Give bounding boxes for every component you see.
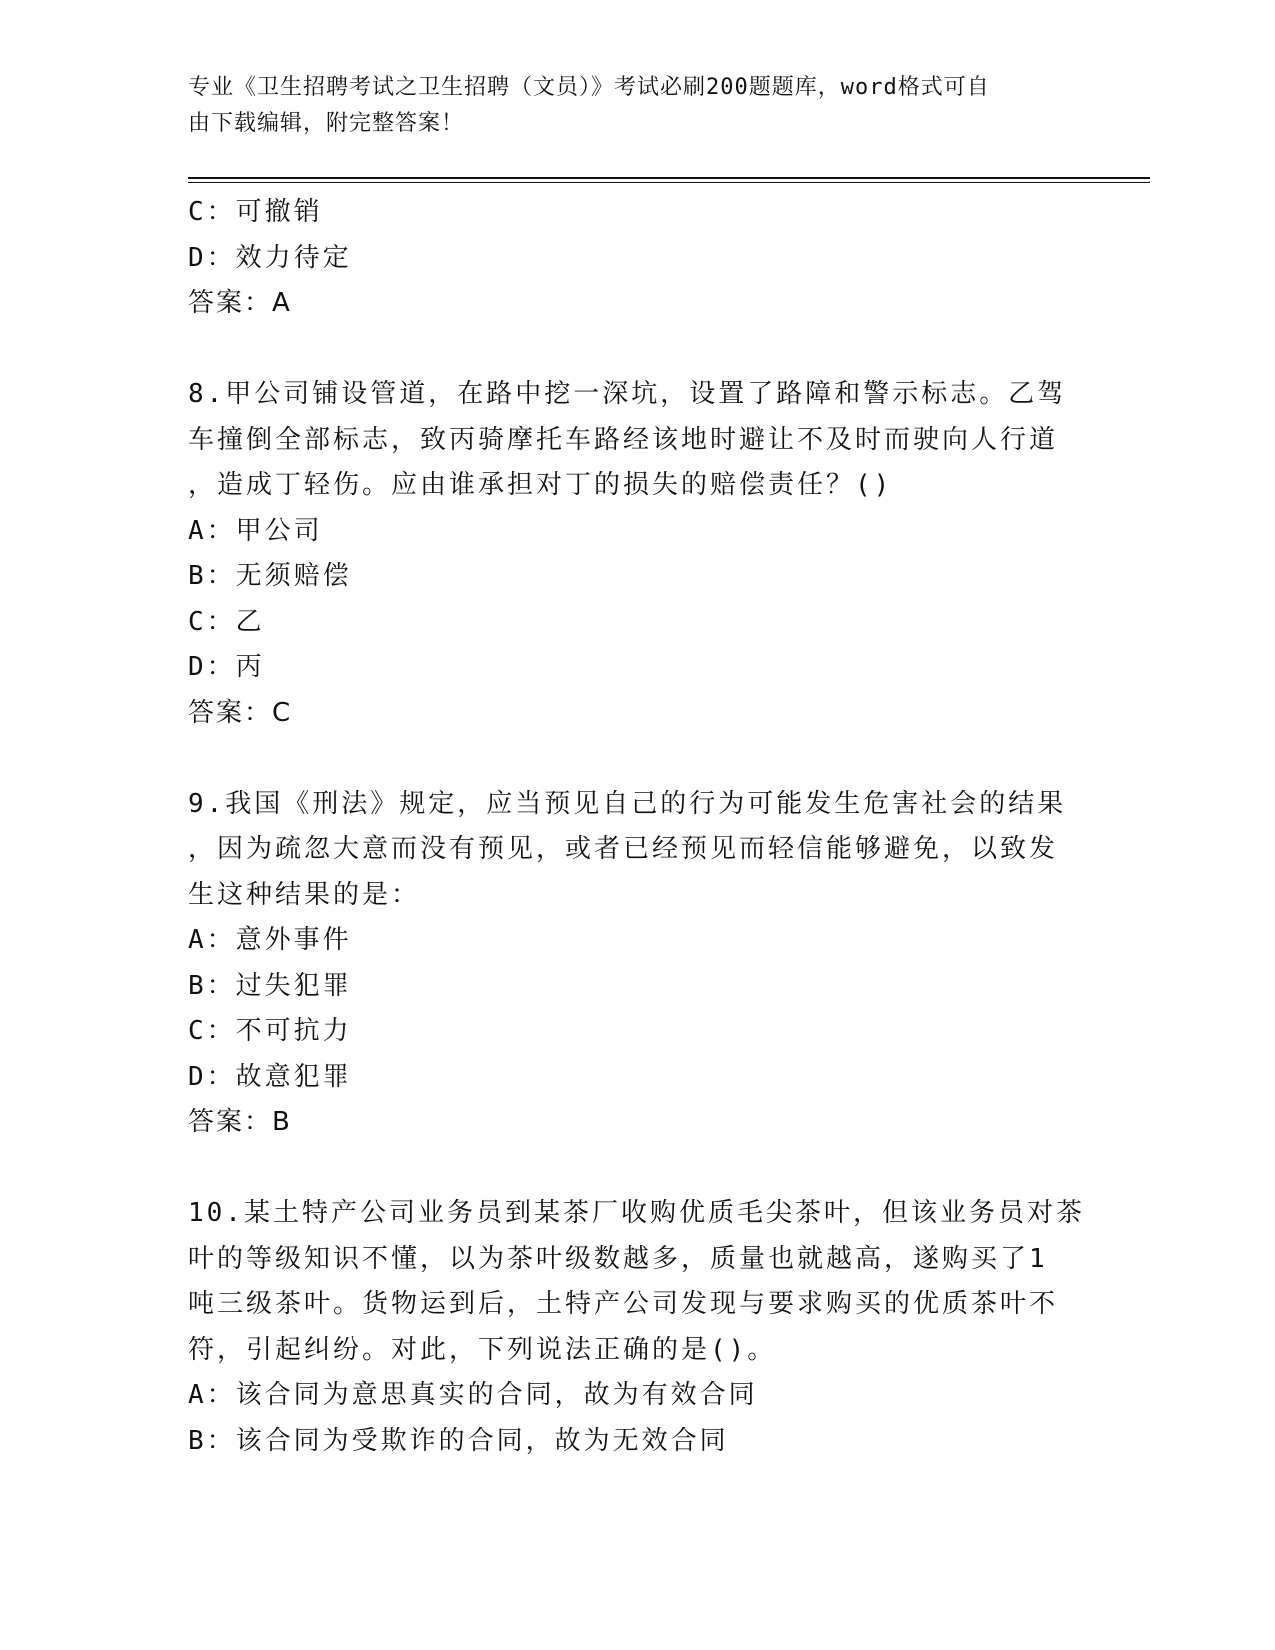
option-a: A：该合同为意思真实的合同，故为有效合同 bbox=[188, 1380, 758, 1410]
option-b: B：过失犯罪 bbox=[188, 970, 352, 1001]
option-b: B：无须赔偿 bbox=[188, 561, 352, 591]
spacer bbox=[188, 327, 1088, 373]
question-text-line: 车撞倒全部标志，致丙骑摩托车路经该地时避让不及时而驶向人行道 bbox=[188, 424, 1059, 455]
spacer bbox=[188, 1146, 1088, 1192]
question-text-line: ，造成丁轻伤。应由谁承担对丁的损失的赔偿责任？() bbox=[188, 470, 893, 500]
question-text-line: 生这种结果的是： bbox=[188, 879, 421, 910]
answer-line: 答案：C bbox=[188, 697, 293, 728]
option-c: C：不可抗力 bbox=[188, 1016, 352, 1046]
question-10 bbox=[188, 1191, 1088, 1464]
option-b: B：该合同为受欺诈的合同，故为无效合同 bbox=[188, 1425, 729, 1456]
question-text-line: 8.甲公司铺设管道，在路中挖一深坑，设置了路障和警示标志。乙驾 bbox=[188, 379, 1067, 409]
header-rule-thick bbox=[188, 177, 1150, 179]
option-c: C：乙 bbox=[188, 606, 265, 637]
question-text-line: 9.我国《刑法》规定，应当预见自己的行为可能发生危害社会的结果 bbox=[188, 788, 1067, 819]
header-title-line-2: 由下载编辑，附完整答案！ bbox=[188, 111, 465, 136]
option-d: D：故意犯罪 bbox=[188, 1061, 352, 1092]
answer-line: 答案：A bbox=[188, 288, 292, 318]
question-content bbox=[188, 190, 1088, 1464]
question-text-line: 吨三级茶叶。货物运到后，土特产公司发现与要求购买的优质茶叶不 bbox=[188, 1289, 1059, 1319]
option-c: C：可撤销 bbox=[188, 197, 323, 227]
question-text-line: 10.某土特产公司业务员到某茶厂收购优质毛尖茶叶，但该业务员对茶 bbox=[188, 1198, 1085, 1228]
spacer bbox=[188, 736, 1088, 782]
header-rule-thin bbox=[188, 182, 1150, 183]
question-text-line: 叶的等级知识不懂，以为茶叶级数越多，质量也就越高，遂购买了1 bbox=[188, 1243, 1048, 1274]
option-d: D：丙 bbox=[188, 652, 265, 682]
question-8 bbox=[188, 372, 1088, 736]
question-text-line: ，因为疏忽大意而没有预见，或者已经预见而轻信能够避免，以致发 bbox=[188, 834, 1059, 864]
header-title-line-1: 专业《卫生招聘考试之卫生招聘（文员）》考试必刷200题题库，word格式可自 bbox=[188, 75, 990, 100]
option-a: A：甲公司 bbox=[188, 515, 323, 546]
option-d: D：效力待定 bbox=[188, 242, 352, 273]
question-9 bbox=[188, 782, 1088, 1146]
prev-question bbox=[188, 190, 1088, 327]
answer-line: 答案：B bbox=[188, 1107, 292, 1137]
option-a: A：意外事件 bbox=[188, 925, 352, 955]
question-text-line: 符，引起纠纷。对此，下列说法正确的是()。 bbox=[188, 1334, 777, 1365]
document-header bbox=[188, 70, 1068, 142]
